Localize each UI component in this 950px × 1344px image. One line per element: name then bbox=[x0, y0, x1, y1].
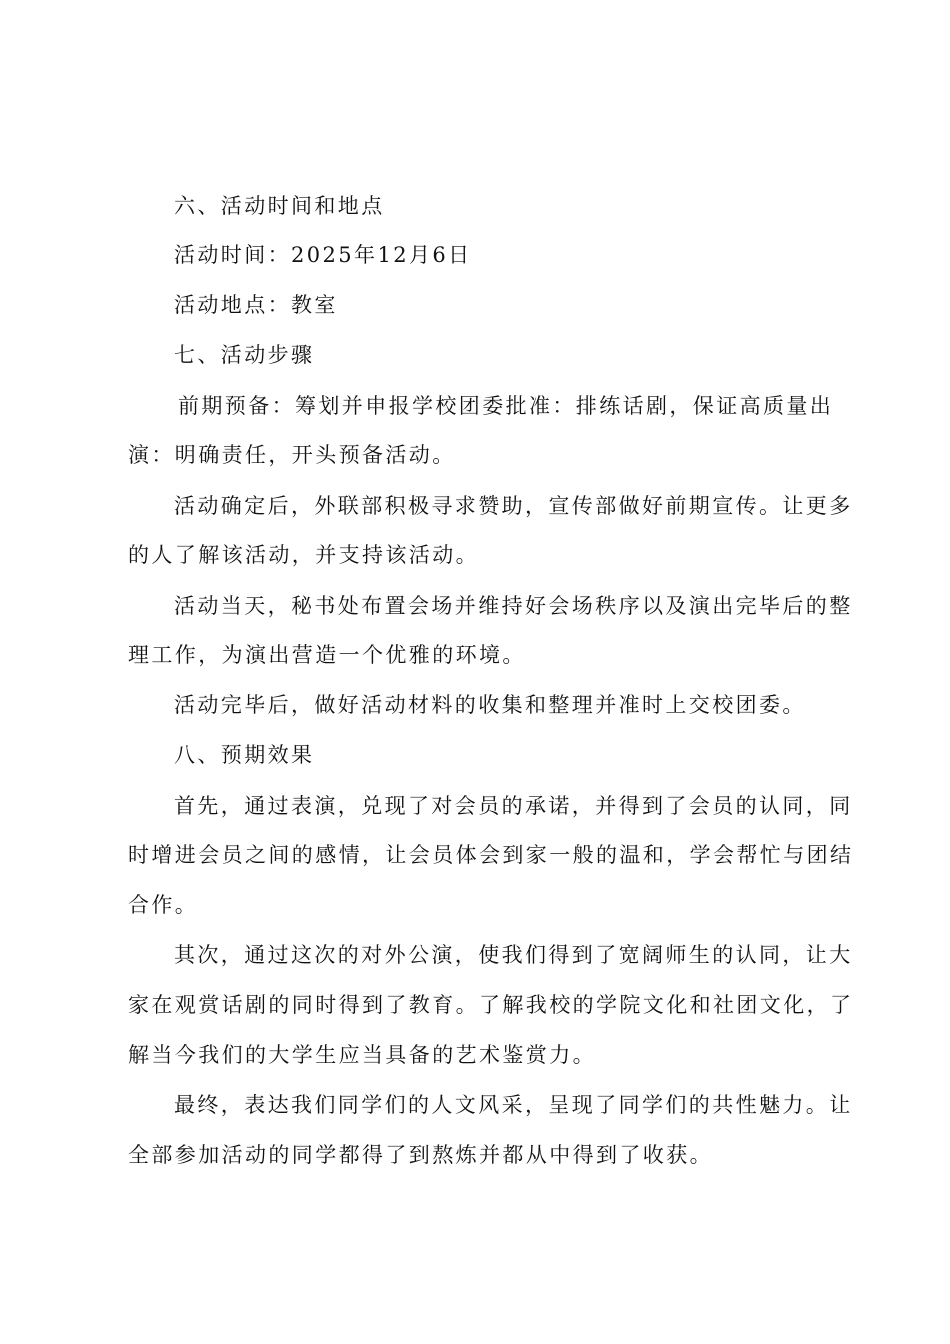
paragraph-line: 合作。 bbox=[128, 893, 199, 917]
paragraph-line: 解当今我们的大学生应当具备的艺术鉴赏力。 bbox=[128, 1043, 596, 1067]
paragraph-line: 的人了解该活动，并支持该活动。 bbox=[128, 543, 479, 567]
paragraph-line: 活动完毕后，做好活动材料的收集和整理并准时上交校团委。 bbox=[174, 693, 806, 717]
paragraph-line: 前期预备：筹划并申报学校团委批准：排练话剧，保证高质量出 bbox=[178, 394, 834, 418]
section-heading-activity-steps: 七、活动步骤 bbox=[174, 343, 315, 367]
paragraph-line: 活动当天，秘书处布置会场并维持好会场秩序以及演出完毕后的整 bbox=[174, 594, 853, 618]
paragraph-line: 首先，通过表演，兑现了对会员的承诺，并得到了会员的认同，同 bbox=[174, 794, 853, 818]
paragraph-line: 理工作，为演出营造一个优雅的环境。 bbox=[128, 643, 526, 667]
section-heading-expected-effect: 八、预期效果 bbox=[174, 743, 315, 767]
paragraph-line: 全部参加活动的同学都得了到熬炼并都从中得到了收获。 bbox=[128, 1143, 713, 1167]
paragraph-line: 其次，通过这次的对外公演，使我们得到了宽阔师生的认同，让大 bbox=[174, 943, 853, 967]
section-heading-activity-time-place: 六、活动时间和地点 bbox=[174, 194, 385, 218]
paragraph-line: 演：明确责任，开头预备活动。 bbox=[128, 443, 456, 467]
paragraph-line: 家在观赏话剧的同时得到了教育。了解我校的学院文化和社团文化，了 bbox=[128, 993, 854, 1017]
activity-place-text: 活动地点：教室 bbox=[174, 293, 338, 317]
activity-time-text: 活动时间：2025年12月6日 bbox=[174, 243, 472, 267]
paragraph-line: 最终，表达我们同学们的人文风采，呈现了同学们的共性魅力。让 bbox=[174, 1093, 853, 1117]
paragraph-line: 时增进会员之间的感情，让会员体会到家一般的温和，学会帮忙与团结 bbox=[128, 843, 854, 867]
paragraph-line: 活动确定后，外联部积极寻求赞助，宣传部做好前期宣传。让更多 bbox=[174, 494, 853, 518]
